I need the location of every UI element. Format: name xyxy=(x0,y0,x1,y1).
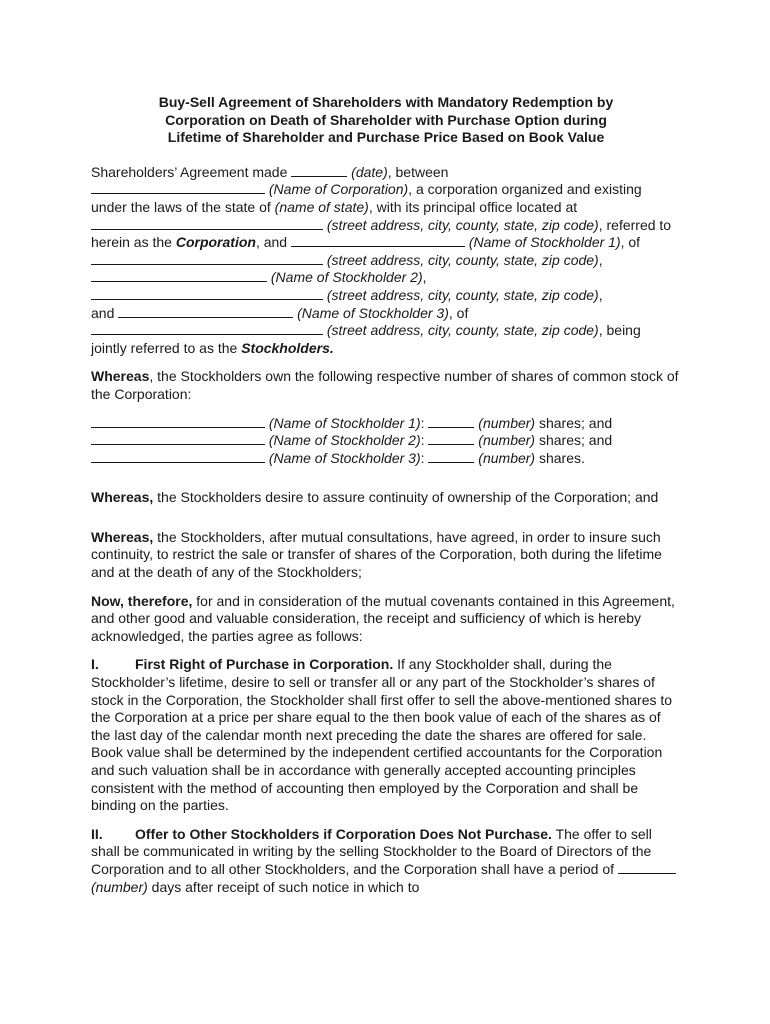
whereas-label: Whereas, xyxy=(91,528,154,545)
address-placeholder: (street address, city, county, state, zip code) xyxy=(326,286,599,303)
whereas-text: the Stockholders, after mutual consultations, have agreed, in order to insure such continuity, to restrict the sale or transfer of shares of the Corporation, both during the lifetime and at the death of any of the Stockholders; xyxy=(91,528,662,581)
intro-text: , a corporation organized and existing under the laws of the state of xyxy=(91,181,642,215)
number-placeholder: (number) xyxy=(478,432,536,449)
stockholder-1-blank xyxy=(291,234,465,247)
address-placeholder: (street address, city, county, state, zip code) xyxy=(326,216,599,233)
section-1-text: If any Stockholder shall, during the Stockholder’s lifetime, desire to sell or transfer all or any part of the Stockholder’s shares of stock in the Corporation, the Stockholder shall first offer to sell the above-mentioned shares to the Corporation at a price per share equal to the then book value of each of the shares as of the last day of the calendar month next preceding the date the shares are offered for sale. Book value shall be determined by the independent certified accountants for the Corporation and such valuation shall be in accordance with generally accepted accounting principles consistent with the method of accounting then employed by the Corporation and shall be binding on the parties. xyxy=(91,656,673,814)
address-blank xyxy=(91,287,323,300)
intro-text: , xyxy=(598,286,603,303)
section-2-heading: Offer to Other Stockholders if Corporation Does Not Purchase. xyxy=(135,825,552,842)
address-blank xyxy=(91,252,323,265)
intro-text: Shareholders’ Agreement made xyxy=(91,163,292,180)
whereas-continuity-paragraph xyxy=(91,489,681,507)
intro-text: , of xyxy=(448,304,469,321)
section-1-heading: First Right of Purchase in Corporation. xyxy=(135,656,394,673)
share-count-blank xyxy=(428,432,474,445)
corporation-placeholder: (Name of Corporation) xyxy=(268,181,409,198)
document-title xyxy=(91,94,681,147)
stockholder-2-blank xyxy=(91,269,267,282)
intro-text: , and xyxy=(255,234,291,251)
stockholder-3-blank xyxy=(118,305,293,318)
state-placeholder: (name of state) xyxy=(274,198,369,215)
intro-text: and xyxy=(91,304,119,321)
now-therefore-text: for and in consideration of the mutual covenants contained in this Agreement, and other good and valuable consideration, the receipt and sufficiency of which is hereby acknowledged, the parties agree as follows: xyxy=(91,592,675,644)
title-line-3: Lifetime of Shareholder and Purchase Price Based on Book Value xyxy=(167,129,605,146)
whereas-label: Whereas xyxy=(91,368,150,385)
section-2-number: II. xyxy=(91,825,103,842)
intro-paragraph xyxy=(91,164,681,358)
now-therefore-label: Now, therefore, xyxy=(91,592,193,609)
whereas-label: Whereas, xyxy=(91,489,154,506)
intro-text: , of xyxy=(620,234,641,251)
shares-colon: : xyxy=(420,432,429,449)
shares-colon: : xyxy=(420,414,429,431)
stockholder-name-blank xyxy=(91,450,265,463)
address-placeholder: (street address, city, county, state, zip code) xyxy=(326,251,599,268)
shares-tail: shares. xyxy=(535,449,585,466)
section-2 xyxy=(91,826,681,896)
intro-text: jointly referred to as the xyxy=(91,339,242,356)
stockholder-placeholder: (Name of Stockholder 3) xyxy=(268,449,421,466)
spacer xyxy=(91,518,681,529)
number-placeholder: (number) xyxy=(91,878,148,895)
intro-text: , between xyxy=(387,163,449,180)
stockholder-name-blank xyxy=(91,415,265,428)
section-2-text: The offer to sell shall be communicated in writing by the selling Stockholder to the Board of Directors of the Corporation and to all other Stockholders, and the Corporation shall have a period of xyxy=(91,825,652,877)
section-1 xyxy=(91,656,681,814)
section-1-number: I. xyxy=(91,656,99,673)
corporation-defined-term: Corporation xyxy=(175,234,256,251)
section-2-text: days after receipt of such notice in which to xyxy=(147,878,420,895)
address-blank xyxy=(91,322,323,335)
number-placeholder: (number) xyxy=(478,414,536,431)
date-blank xyxy=(291,164,347,177)
intro-text: , with its principal office located at xyxy=(368,198,578,215)
stockholder-3-placeholder: (Name of Stockholder 3) xyxy=(297,304,449,321)
shares-tail: shares; and xyxy=(535,432,613,449)
stockholders-defined-term: Stockholders. xyxy=(241,339,334,356)
stockholder-placeholder: (Name of Stockholder 2) xyxy=(268,432,421,449)
stockholder-1-placeholder: (Name of Stockholder 1) xyxy=(468,234,621,251)
days-blank xyxy=(618,861,676,874)
whereas-restriction-paragraph xyxy=(91,529,681,582)
date-placeholder: (date) xyxy=(351,163,388,180)
title-line-1: Buy-Sell Agreement of Shareholders with Mandatory Redemption by xyxy=(158,94,614,110)
number-placeholder: (number) xyxy=(478,449,536,466)
spacer xyxy=(91,478,681,489)
intro-text: , xyxy=(422,269,427,286)
address-blank xyxy=(91,217,323,230)
title-line-2: Corporation on Death of Shareholder with Purchase Option during xyxy=(165,111,607,128)
intro-text: , xyxy=(598,251,603,268)
share-count-blank xyxy=(428,450,474,463)
stockholder-2-placeholder: (Name of Stockholder 2) xyxy=(270,269,423,286)
whereas-shares-paragraph xyxy=(91,368,681,403)
intro-text: , being xyxy=(598,322,641,339)
stockholder-placeholder: (Name of Stockholder 1) xyxy=(268,414,421,431)
whereas-text: , the Stockholders own the following respective number of shares of common stock of the Corporation: xyxy=(91,368,679,402)
document-body xyxy=(91,94,681,907)
now-therefore-paragraph xyxy=(91,593,681,646)
share-count-blank xyxy=(428,415,474,428)
shares-list xyxy=(91,415,681,468)
shares-tail: shares; and xyxy=(535,414,613,431)
stockholder-name-blank xyxy=(91,432,265,445)
shares-row-1 xyxy=(91,415,681,433)
intro-text: , referred to herein as the xyxy=(91,216,672,251)
shares-row-3 xyxy=(91,450,681,468)
shares-row-2 xyxy=(91,432,681,450)
whereas-text: the Stockholders desire to assure continuity of ownership of the Corporation; and xyxy=(153,489,659,506)
address-placeholder: (street address, city, county, state, zip code) xyxy=(326,322,599,339)
corporation-name-blank xyxy=(91,181,265,194)
shares-colon: : xyxy=(420,449,429,466)
